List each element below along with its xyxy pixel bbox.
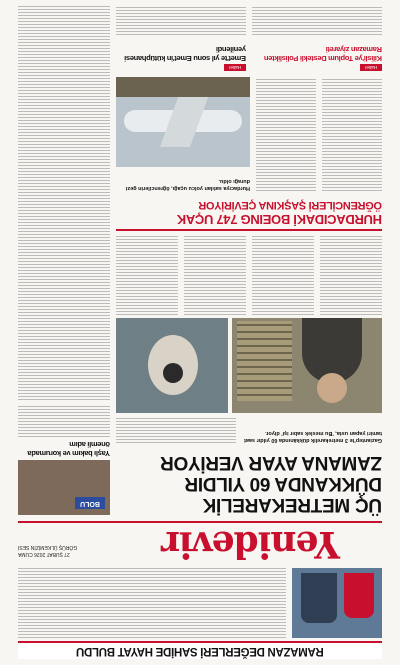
left-story-photo xyxy=(18,460,110,515)
masthead xyxy=(90,525,340,563)
masthead-rule xyxy=(18,521,382,523)
left-story-headline: Yaşlı bakım ve korumada önemli adım xyxy=(27,440,110,458)
main-headline-1: ÜÇ METREKARELİK xyxy=(202,494,382,515)
plane-photo xyxy=(116,77,250,167)
top-banner-headline: RAMAZAN DEĞERLERİ SAHİDE HAYAT BULDU xyxy=(76,645,324,657)
plane-rule xyxy=(116,230,382,232)
plane-headline-1: HURDACIDAKİ BOEING 747 UÇAK xyxy=(177,212,382,227)
plane-subhead: Hurdacıya satılan yolcu uçağı, öğrencilerin gezi durağı oldu. xyxy=(125,178,250,191)
side-story-2-label: Haber xyxy=(224,64,246,71)
plane-story-headline-block xyxy=(116,193,382,227)
side-story-2-headline: Emet'te yıl sonu Emet'in kütüphanesi yenilendi xyxy=(124,45,246,63)
masthead-logo: Yenidevir xyxy=(162,523,340,565)
left-story xyxy=(18,405,110,515)
left-story-kicker: BOLU xyxy=(75,497,105,509)
date-line: 27 ŞUBAT 2026 CUMA xyxy=(18,551,70,557)
main-photo-left xyxy=(232,318,382,413)
side-story-1 xyxy=(252,5,382,71)
main-photo-right xyxy=(116,318,228,413)
side-story-1-label: Haber xyxy=(360,64,382,71)
side-story-1-headline: Kilisli'ye Toplum Destekli Polislikten Ramazan ziyareti xyxy=(264,45,382,63)
banner-photo xyxy=(292,568,382,638)
masthead-meta xyxy=(18,529,90,557)
main-headline-2: DÜKKANDA 60 YILDIR xyxy=(184,473,382,494)
tagline: GÖRÜŞ ÜLKEMİZİN SESİ xyxy=(18,544,78,550)
main-story-text xyxy=(116,235,382,315)
banner-text xyxy=(18,568,286,638)
main-headline-3: ZAMANA AYAR VERİYOR xyxy=(160,452,382,473)
plane-headline-2: ÖĞRENCİLERİ ŞAŞKINA ÇEVİRİYOR xyxy=(198,199,382,211)
left-column-text xyxy=(18,5,110,400)
main-subhead: Gaziantep'te 3 metrekarelik dükkânında 60 yıldır saat tamiri yapan usta, 'Bu meslek sabır işi' diyor. xyxy=(244,430,382,443)
top-banner xyxy=(18,641,382,659)
side-story-2 xyxy=(116,5,246,71)
main-story-headline-block xyxy=(116,445,382,515)
plane-story-text xyxy=(256,77,382,191)
